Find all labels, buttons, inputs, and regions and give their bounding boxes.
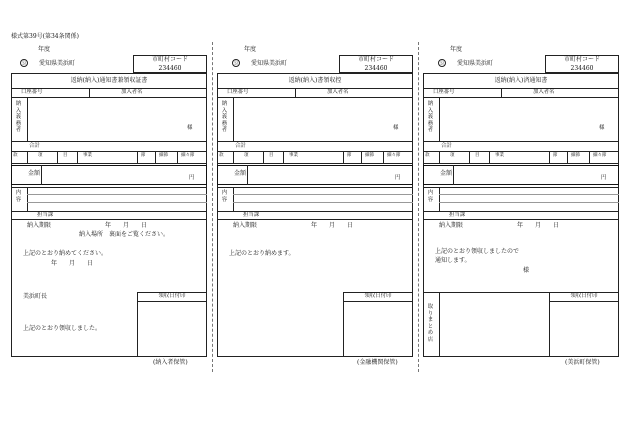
sama-label: 様: [393, 125, 399, 131]
col-saisaisetsu: 細々節: [593, 153, 607, 158]
sama-label: 様: [599, 125, 605, 131]
amount-label: 金額: [28, 170, 41, 177]
code-value: 234460: [570, 65, 594, 72]
sama-label-2: 様: [523, 267, 530, 274]
subscriber-label: 加入者名: [533, 89, 555, 95]
office-name: 愛知県美浜町: [251, 60, 288, 67]
message-notify: 通知します。: [435, 257, 471, 264]
code-label: 市町村コード: [357, 56, 394, 63]
collect-store-label: 取りまとめ店: [427, 304, 434, 343]
account-label: 口座番号: [21, 89, 43, 95]
payer-label: 納入義務者: [221, 101, 228, 134]
content-label: 内容: [15, 190, 22, 203]
office-seal-icon: 公: [439, 61, 445, 66]
staff-label: 担当課: [243, 212, 260, 218]
yen-label: 円: [395, 175, 401, 181]
staff-label: 担当課: [37, 212, 54, 218]
message-received: 上記のとおり領収しましたので: [435, 248, 520, 255]
deadline-label: 納入期限: [233, 222, 258, 229]
stamp-label: 領収日付印: [158, 293, 186, 299]
message-date: 年 月 日: [51, 260, 94, 267]
year-label: 年度: [450, 46, 463, 53]
col-saisetsu: 細節: [159, 153, 168, 158]
stamp-label: 領収日付印: [364, 293, 392, 299]
col-saisaisetsu: 細々節: [387, 153, 401, 158]
col-kan: 款: [219, 153, 224, 158]
col-kou: 項: [450, 153, 455, 158]
panel-town-copy: [423, 42, 619, 372]
payer-label: 納入義務者: [15, 101, 22, 134]
col-saisaisetsu: 細々節: [181, 153, 195, 158]
code-value: 234460: [158, 65, 182, 72]
office-name: 愛知県美浜町: [457, 60, 494, 67]
code-label: 市町村コード: [563, 56, 600, 63]
keep-label: (金融機関保管): [357, 359, 398, 366]
keep-label: (納入者保管): [153, 359, 188, 366]
amount-label: 金額: [440, 170, 453, 177]
office-seal-icon: 公: [21, 61, 27, 66]
total-label: 合計: [235, 143, 246, 149]
staff-label: 担当課: [449, 212, 466, 218]
col-jigyo: 事業: [83, 153, 92, 158]
payer-label: 納入義務者: [427, 101, 434, 134]
stamp-label: 領収日付印: [570, 293, 598, 299]
col-kan: 款: [13, 153, 18, 158]
perforation-line: [212, 42, 213, 372]
col-saisetsu: 細節: [365, 153, 374, 158]
account-label: 口座番号: [433, 89, 455, 95]
account-label: 口座番号: [227, 89, 249, 95]
office-seal-icon: 公: [233, 61, 239, 66]
code-label: 市町村コード: [151, 56, 188, 63]
office-name: 愛知県美浜町: [39, 60, 76, 67]
content-label: 内容: [221, 190, 228, 203]
code-value: 234460: [364, 65, 388, 72]
content-label: 内容: [427, 190, 434, 203]
message-pay: 上記のとおり納めてください。: [23, 250, 108, 257]
total-label: 合計: [441, 143, 452, 149]
panel-title: 返納(納入)書領収控: [288, 77, 342, 84]
year-label: 年度: [38, 46, 51, 53]
col-setsu: 節: [141, 153, 146, 158]
subscriber-label: 加入者名: [121, 89, 143, 95]
deadline-date: 年 月 日: [517, 222, 560, 229]
col-jigyo: 事業: [289, 153, 298, 158]
panel-title: 返納(納入)済通知書: [494, 77, 548, 84]
panel-receipt: [11, 42, 207, 372]
col-jigyo: 事業: [495, 153, 504, 158]
yen-label: 円: [601, 175, 607, 181]
mayor-label: 美浜町長: [23, 293, 48, 300]
deadline-label: 納入期限: [27, 222, 52, 229]
message-received: 上記のとおり領収しました。: [23, 325, 102, 332]
col-setsu: 節: [553, 153, 558, 158]
deadline-label: 納入期限: [439, 222, 464, 229]
yen-label: 円: [189, 175, 195, 181]
deadline-date: 年 月 日: [105, 222, 148, 229]
col-saisetsu: 細節: [571, 153, 580, 158]
panel-title: 返納(納入)通知書兼領収証書: [70, 77, 148, 84]
col-kan: 款: [425, 153, 430, 158]
subscriber-label: 加入者名: [327, 89, 349, 95]
total-label: 合計: [29, 143, 40, 149]
panel-bank-copy: [217, 42, 413, 372]
col-moku: 目: [475, 153, 480, 158]
year-label: 年度: [244, 46, 257, 53]
perforation-line: [418, 42, 419, 372]
col-moku: 目: [269, 153, 274, 158]
col-kou: 項: [38, 153, 43, 158]
col-kou: 項: [244, 153, 249, 158]
form-number-label: 様式第39号(第34条関係): [11, 33, 79, 40]
keep-label: (美浜町保管): [565, 359, 600, 366]
payment-place: 納入場所 裏面をご覧ください。: [79, 231, 170, 238]
message-pay: 上記のとおり納めます。: [229, 250, 295, 257]
amount-label: 金額: [234, 170, 247, 177]
sama-label: 様: [187, 125, 193, 131]
col-moku: 目: [63, 153, 68, 158]
deadline-date: 年 月 日: [311, 222, 354, 229]
col-setsu: 節: [347, 153, 352, 158]
